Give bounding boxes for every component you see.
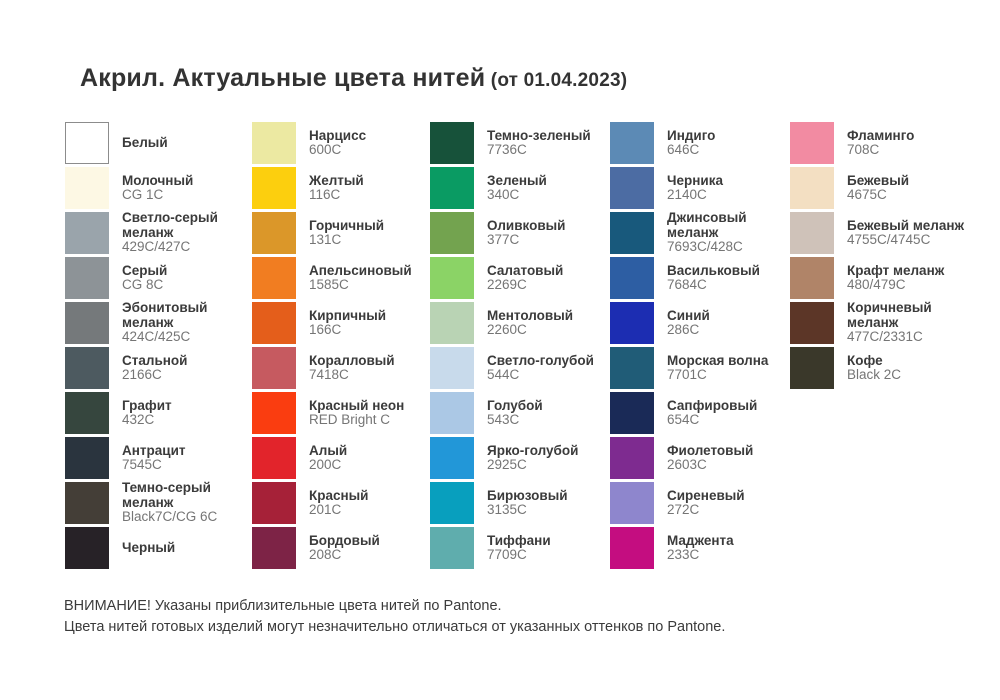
color-name: Кофе (847, 352, 883, 368)
color-labels (667, 309, 791, 338)
color-name: Алый (309, 442, 348, 458)
color-swatch (430, 167, 474, 209)
color-entry (610, 257, 791, 299)
color-labels (309, 354, 433, 383)
color-swatch (252, 122, 296, 164)
color-entry (252, 527, 433, 569)
color-entry (430, 482, 611, 524)
color-code: RED Bright C (309, 412, 391, 427)
color-entry (252, 122, 433, 164)
color-labels (122, 174, 246, 203)
color-swatch (610, 302, 654, 344)
color-swatch (65, 122, 109, 164)
color-labels (847, 264, 982, 293)
color-name: Индиго (667, 127, 716, 143)
color-name: Стальной (122, 352, 188, 368)
color-code: 2925C (487, 457, 527, 472)
color-swatch (252, 482, 296, 524)
color-entry (790, 302, 982, 344)
color-name: Белый (122, 134, 168, 150)
color-name: Оливковый (487, 217, 566, 233)
color-swatch (790, 347, 834, 389)
color-name: Темно-серый меланж (122, 480, 211, 510)
color-code: 200C (309, 457, 342, 472)
color-entry (252, 392, 433, 434)
color-code: 131C (309, 232, 342, 247)
color-swatch (65, 437, 109, 479)
color-swatch (252, 212, 296, 254)
color-entry (252, 302, 433, 344)
color-swatch (790, 122, 834, 164)
color-code: 654C (667, 412, 700, 427)
color-entry (790, 167, 982, 209)
color-swatch (790, 302, 834, 344)
color-code: 2140C (667, 187, 707, 202)
color-entry (610, 212, 791, 254)
color-labels (847, 129, 982, 158)
color-labels (122, 399, 246, 428)
page-title-main: Акрил. Актуальные цвета нитей (80, 64, 486, 92)
color-name: Красный (309, 487, 369, 503)
color-swatch (430, 527, 474, 569)
color-code: 166C (309, 322, 342, 337)
color-name: Серый (122, 262, 168, 278)
color-entry (610, 122, 791, 164)
color-labels (309, 489, 433, 518)
color-entry (65, 122, 246, 164)
color-name: Фламинго (847, 127, 915, 143)
color-labels (309, 534, 433, 563)
color-code: CG 1C (122, 187, 164, 202)
color-entry (790, 347, 982, 389)
color-entry (430, 257, 611, 299)
color-entry (610, 437, 791, 479)
color-name: Красный неон (309, 397, 405, 413)
color-entry (790, 257, 982, 299)
color-code: CG 8C (122, 277, 164, 292)
color-name: Бежевый (847, 172, 910, 188)
page-title (80, 64, 627, 93)
color-name: Черника (667, 172, 723, 188)
color-entry (610, 527, 791, 569)
color-code: 7736C (487, 142, 527, 157)
color-swatch (430, 392, 474, 434)
color-labels (487, 129, 611, 158)
color-name: Кирпичный (309, 307, 387, 323)
color-code: 272C (667, 502, 700, 517)
color-entry (430, 527, 611, 569)
color-entry (610, 347, 791, 389)
color-labels (487, 534, 611, 563)
color-entry (252, 167, 433, 209)
color-labels (487, 444, 611, 473)
color-swatch (430, 437, 474, 479)
color-code: 1585C (309, 277, 349, 292)
color-code: 7418C (309, 367, 349, 382)
color-code: 377C (487, 232, 520, 247)
color-entry (252, 347, 433, 389)
color-code: 3135C (487, 502, 527, 517)
color-code: 7545C (122, 457, 162, 472)
color-code: 424C/425C (122, 329, 191, 345)
color-swatch (610, 257, 654, 299)
color-swatch (65, 527, 109, 569)
swatch-column (610, 122, 791, 572)
color-entry (65, 212, 246, 254)
color-swatch (430, 212, 474, 254)
color-name: Васильковый (667, 262, 760, 278)
color-entry (790, 212, 982, 254)
color-name: Салатовый (487, 262, 564, 278)
color-name: Темно-зеленый (487, 127, 591, 143)
color-name: Антрацит (122, 442, 186, 458)
color-name: Коралловый (309, 352, 395, 368)
color-name: Черный (122, 539, 176, 555)
color-swatch (252, 392, 296, 434)
color-code: 286C (667, 322, 700, 337)
color-entry (65, 437, 246, 479)
color-labels (487, 219, 611, 248)
footer-note (64, 596, 725, 638)
color-name: Джинсовый меланж (667, 210, 747, 240)
color-swatch (610, 392, 654, 434)
color-labels (122, 301, 246, 345)
color-labels (309, 399, 433, 428)
color-swatch (610, 527, 654, 569)
color-code: 4675C (847, 187, 887, 202)
color-name: Коричневый меланж (847, 300, 932, 330)
color-labels (309, 309, 433, 338)
color-labels (667, 264, 791, 293)
color-entry (65, 347, 246, 389)
color-name: Бежевый меланж (847, 217, 965, 233)
color-entry (65, 302, 246, 344)
color-swatch (610, 167, 654, 209)
color-entry (430, 122, 611, 164)
color-swatch (65, 302, 109, 344)
color-swatch (65, 167, 109, 209)
color-name: Зеленый (487, 172, 547, 188)
color-code: 480/479C (847, 277, 906, 292)
swatch-column (430, 122, 611, 572)
color-entry (65, 527, 246, 569)
color-code: 432C (122, 412, 155, 427)
swatch-column (65, 122, 246, 572)
color-code: 208C (309, 547, 342, 562)
color-entry (430, 392, 611, 434)
color-swatch (65, 392, 109, 434)
color-name: Ментоловый (487, 307, 574, 323)
color-labels (847, 354, 982, 383)
color-labels (122, 481, 246, 525)
color-name: Апельсиновый (309, 262, 412, 278)
color-labels (667, 489, 791, 518)
color-name: Эбонитовый меланж (122, 300, 208, 330)
color-labels (487, 354, 611, 383)
color-name: Сапфировый (667, 397, 758, 413)
color-code: Black7C/CG 6C (122, 509, 218, 525)
color-code: 340C (487, 187, 520, 202)
color-code: 600C (309, 142, 342, 157)
color-entry (65, 392, 246, 434)
footer-line-2: Цвета нитей готовых изделий могут незначительно отличаться от указанных оттенков по Pantone. (64, 619, 726, 635)
color-swatch (610, 482, 654, 524)
color-code: 7701C (667, 367, 707, 382)
color-labels (309, 264, 433, 293)
color-labels (487, 309, 611, 338)
color-swatch (430, 482, 474, 524)
color-swatch (430, 257, 474, 299)
color-name: Сиреневый (667, 487, 745, 503)
page-title-date: (от 01.04.2023) (485, 70, 628, 91)
color-entry (65, 167, 246, 209)
color-labels (122, 264, 246, 293)
color-labels (847, 174, 982, 203)
color-swatch (610, 212, 654, 254)
color-swatch (252, 347, 296, 389)
color-labels (847, 219, 982, 248)
color-code: Black 2C (847, 367, 902, 382)
color-code: 2260C (487, 322, 527, 337)
color-name: Желтый (309, 172, 364, 188)
color-name: Графит (122, 397, 172, 413)
color-labels (309, 219, 433, 248)
color-labels (667, 399, 791, 428)
color-labels (667, 211, 791, 255)
color-labels (122, 354, 246, 383)
color-name: Фиолетовый (667, 442, 754, 458)
color-labels (667, 444, 791, 473)
color-code: 2166C (122, 367, 162, 382)
color-name: Светло-голубой (487, 352, 594, 368)
color-entry (790, 122, 982, 164)
color-code: 7684C (667, 277, 707, 292)
color-entry (65, 482, 246, 524)
color-entry (430, 437, 611, 479)
color-labels (667, 534, 791, 563)
color-labels (667, 354, 791, 383)
color-name: Молочный (122, 172, 194, 188)
color-swatch (252, 527, 296, 569)
color-swatch (430, 122, 474, 164)
swatch-column (252, 122, 433, 572)
color-entry (65, 257, 246, 299)
color-swatch (430, 302, 474, 344)
color-labels (487, 399, 611, 428)
color-labels (847, 301, 982, 345)
color-code: 4755C/4745C (847, 232, 931, 247)
color-code: 544C (487, 367, 520, 382)
color-code: 201C (309, 502, 342, 517)
color-swatch (252, 257, 296, 299)
color-code: 2603C (667, 457, 707, 472)
color-swatch (65, 347, 109, 389)
color-entry (252, 257, 433, 299)
color-swatch (65, 482, 109, 524)
color-name: Горчичный (309, 217, 385, 233)
color-swatch (610, 122, 654, 164)
color-name: Тиффани (487, 532, 551, 548)
color-name: Синий (667, 307, 710, 323)
color-name: Нарцисс (309, 127, 367, 143)
color-name: Морская волна (667, 352, 769, 368)
color-entry (610, 392, 791, 434)
color-code: 477C/2331C (847, 329, 923, 345)
color-swatch (252, 302, 296, 344)
color-name: Бирюзовый (487, 487, 568, 503)
color-entry (252, 437, 433, 479)
color-entry (252, 212, 433, 254)
color-code: 116C (309, 187, 341, 202)
color-entry (430, 302, 611, 344)
color-labels (122, 211, 246, 255)
swatch-column (790, 122, 982, 392)
color-swatch (65, 257, 109, 299)
color-swatch (790, 212, 834, 254)
color-swatch (610, 347, 654, 389)
color-name: Светло-серый меланж (122, 210, 218, 240)
color-entry (610, 302, 791, 344)
color-labels (667, 129, 791, 158)
color-swatch (790, 167, 834, 209)
color-labels (309, 174, 433, 203)
color-name: Голубой (487, 397, 543, 413)
color-labels (667, 174, 791, 203)
color-code: 7693C/428C (667, 239, 743, 255)
color-swatch (610, 437, 654, 479)
color-swatch (252, 437, 296, 479)
color-code: 7709C (487, 547, 527, 562)
color-swatch (430, 347, 474, 389)
color-labels (122, 136, 246, 151)
color-labels (309, 129, 433, 158)
color-entry (252, 482, 433, 524)
color-code: 233C (667, 547, 700, 562)
color-name: Крафт меланж (847, 262, 945, 278)
color-swatch (790, 257, 834, 299)
color-entry (610, 167, 791, 209)
color-swatch (65, 212, 109, 254)
color-swatch (252, 167, 296, 209)
color-code: 708C (847, 142, 880, 157)
color-name: Ярко-голубой (487, 442, 579, 458)
color-labels (487, 174, 611, 203)
color-labels (122, 541, 246, 556)
color-labels (487, 264, 611, 293)
color-name: Бордовый (309, 532, 380, 548)
color-entry (610, 482, 791, 524)
color-code: 429C/427C (122, 239, 191, 255)
footer-line-1: ВНИМАНИЕ! Указаны приблизительные цвета нитей по Pantone. (64, 598, 502, 614)
color-entry (430, 167, 611, 209)
color-entry (430, 212, 611, 254)
color-code: 2269C (487, 277, 527, 292)
color-labels (122, 444, 246, 473)
color-code: 646C (667, 142, 700, 157)
color-entry (430, 347, 611, 389)
color-name: Маджента (667, 532, 734, 548)
color-code: 543C (487, 412, 520, 427)
color-labels (309, 444, 433, 473)
color-labels (487, 489, 611, 518)
